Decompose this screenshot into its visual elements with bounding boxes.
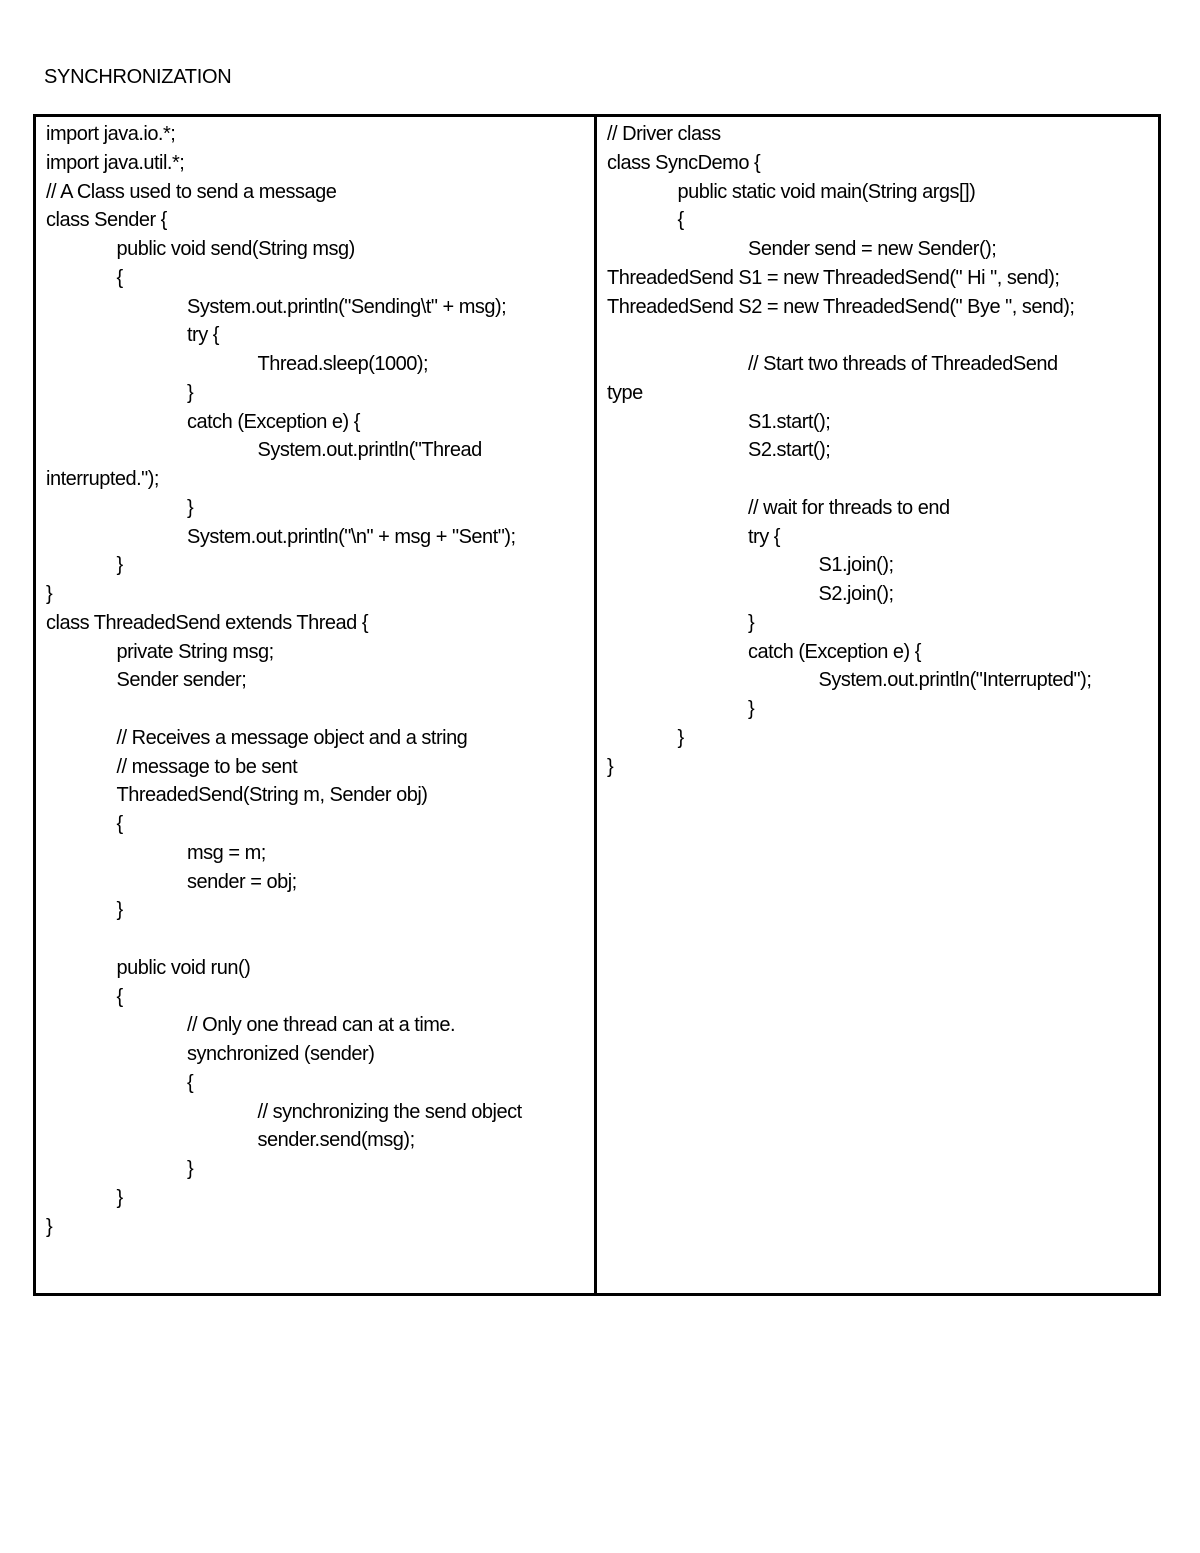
code-line <box>597 436 1158 465</box>
code-line-text: ThreadedSend(String m, Sender obj) <box>116 784 428 807</box>
document-title: SYNCHRONIZATION <box>44 66 232 88</box>
code-line <box>36 695 594 724</box>
left-code-lines <box>36 120 594 1241</box>
code-line <box>36 321 594 350</box>
code-line <box>597 149 1158 178</box>
code-line-text: // wait for threads to end <box>748 496 950 519</box>
code-line-text: import java.io.*; <box>46 123 176 145</box>
code-line <box>597 120 1158 149</box>
code-line <box>597 350 1158 379</box>
code-line-text: type <box>607 381 643 404</box>
code-line <box>36 235 594 264</box>
code-line <box>36 753 594 782</box>
code-line-text: System.out.println("\n" + msg + "Sent"); <box>187 525 516 548</box>
code-line <box>597 494 1158 523</box>
code-line <box>36 523 594 552</box>
code-line-text: class SyncDemo { <box>607 151 761 174</box>
code-line-text: synchronized (sender) <box>187 1043 375 1065</box>
code-line-text: Thread.sleep(1000); <box>257 353 429 375</box>
code-line <box>36 724 594 753</box>
code-line-text: System.out.println("Sending\t" + msg); <box>187 295 507 318</box>
code-line <box>597 408 1158 437</box>
code-line-text: public void run() <box>116 956 251 979</box>
code-line-text: ThreadedSend S1 = new ThreadedSend(" Hi ", send); <box>607 266 1060 289</box>
code-line <box>36 149 594 178</box>
code-line-text: S1.start(); <box>748 410 831 433</box>
code-line-text: } <box>677 726 684 749</box>
code-line-text: S2.join(); <box>818 583 894 605</box>
code-line <box>36 983 594 1012</box>
code-line <box>36 925 594 954</box>
code-line-text: private String msg; <box>116 640 274 663</box>
code-line-text: { <box>116 985 123 1008</box>
code-line-text: // Start two threads of ThreadedSend <box>748 353 1058 375</box>
code-line <box>36 1184 594 1213</box>
code-line-text: S2.start(); <box>748 439 831 462</box>
code-line <box>36 379 594 408</box>
code-line-text: catch (Exception e) { <box>187 410 360 433</box>
code-line-text: { <box>677 209 684 232</box>
code-line-text: interrupted."); <box>46 468 159 490</box>
code-line-text: // synchronizing the send object <box>257 1100 522 1123</box>
code-line <box>597 753 1158 782</box>
code-line-text: Sender sender; <box>116 669 247 692</box>
code-line-text: catch (Exception e) { <box>748 640 921 663</box>
code-line <box>597 321 1158 350</box>
code-line-text: sender = obj; <box>187 870 297 893</box>
code-line <box>36 465 594 494</box>
code-line <box>36 1126 594 1155</box>
code-line <box>597 695 1158 724</box>
code-line <box>597 293 1158 322</box>
code-line <box>597 523 1158 552</box>
code-line <box>36 408 594 437</box>
right-code-cell <box>597 117 1158 1293</box>
code-line <box>36 1011 594 1040</box>
code-line <box>36 781 594 810</box>
code-line-text: try { <box>187 324 219 347</box>
code-line-text: { <box>187 1071 194 1094</box>
code-line-text: import java.util.*; <box>46 151 185 174</box>
code-line-text: } <box>46 583 53 605</box>
code-line-text: public static void main(String args[]) <box>677 180 976 203</box>
code-line <box>597 580 1158 609</box>
code-line-text: try { <box>748 525 780 548</box>
code-line-text: // Receives a message object and a string <box>116 726 468 749</box>
code-line-text: ThreadedSend S2 = new ThreadedSend(" Bye ", send); <box>607 295 1075 318</box>
code-line <box>36 1040 594 1069</box>
code-line-text: { <box>116 266 123 289</box>
left-code-cell <box>36 117 597 1293</box>
code-line <box>597 264 1158 293</box>
code-line-text: msg = m; <box>187 841 266 864</box>
code-line <box>597 379 1158 408</box>
code-line-text: sender.send(msg); <box>257 1129 415 1152</box>
code-line <box>36 293 594 322</box>
code-line-text: } <box>187 496 194 519</box>
code-line <box>36 120 594 149</box>
code-line <box>36 494 594 523</box>
code-line <box>597 551 1158 580</box>
code-line <box>36 638 594 667</box>
code-line-text: public void send(String msg) <box>116 238 355 260</box>
code-line-text: // message to be sent <box>116 755 298 778</box>
code-line-text: } <box>748 698 755 720</box>
code-line <box>36 896 594 925</box>
code-line-text: } <box>116 899 123 922</box>
code-line <box>597 235 1158 264</box>
code-line-text: } <box>116 1186 123 1209</box>
code-line-text: } <box>187 1158 194 1180</box>
code-line <box>597 638 1158 667</box>
code-line <box>597 609 1158 638</box>
code-line-text: class ThreadedSend extends Thread { <box>46 611 368 634</box>
code-line <box>36 609 594 638</box>
code-line <box>597 178 1158 207</box>
code-line <box>36 580 594 609</box>
code-line <box>597 206 1158 235</box>
code-line <box>36 1155 594 1184</box>
code-line-text: System.out.println("Interrupted"); <box>818 669 1092 692</box>
code-line <box>36 436 594 465</box>
code-line-text: } <box>116 554 123 577</box>
code-line <box>36 810 594 839</box>
code-line-text: S1.join(); <box>818 554 894 577</box>
code-line-text: // Only one thread can at a time. <box>187 1014 456 1037</box>
code-line <box>597 666 1158 695</box>
right-code-lines <box>597 120 1158 781</box>
code-line <box>36 868 594 897</box>
code-line-text: } <box>748 611 755 634</box>
code-line-text: // A Class used to send a message <box>46 180 337 203</box>
code-line-text: System.out.println("Thread <box>257 439 482 462</box>
code-line <box>597 465 1158 494</box>
code-line <box>36 206 594 235</box>
code-line <box>36 1069 594 1098</box>
code-table <box>33 114 1161 1296</box>
code-line <box>36 264 594 293</box>
code-line-text: } <box>187 381 194 404</box>
code-line <box>597 724 1158 753</box>
code-line <box>36 666 594 695</box>
code-line <box>36 1098 594 1127</box>
code-line-text: // Driver class <box>607 123 721 145</box>
code-line-text: class Sender { <box>46 209 167 232</box>
code-line <box>36 551 594 580</box>
code-line <box>36 350 594 379</box>
code-line-text: Sender send = new Sender(); <box>748 238 997 260</box>
code-line <box>36 1213 594 1242</box>
code-line-text: { <box>116 813 123 835</box>
code-line <box>36 178 594 207</box>
code-line <box>36 954 594 983</box>
code-line <box>36 839 594 868</box>
code-line-text: } <box>607 755 614 778</box>
code-line-text: } <box>46 1215 53 1238</box>
